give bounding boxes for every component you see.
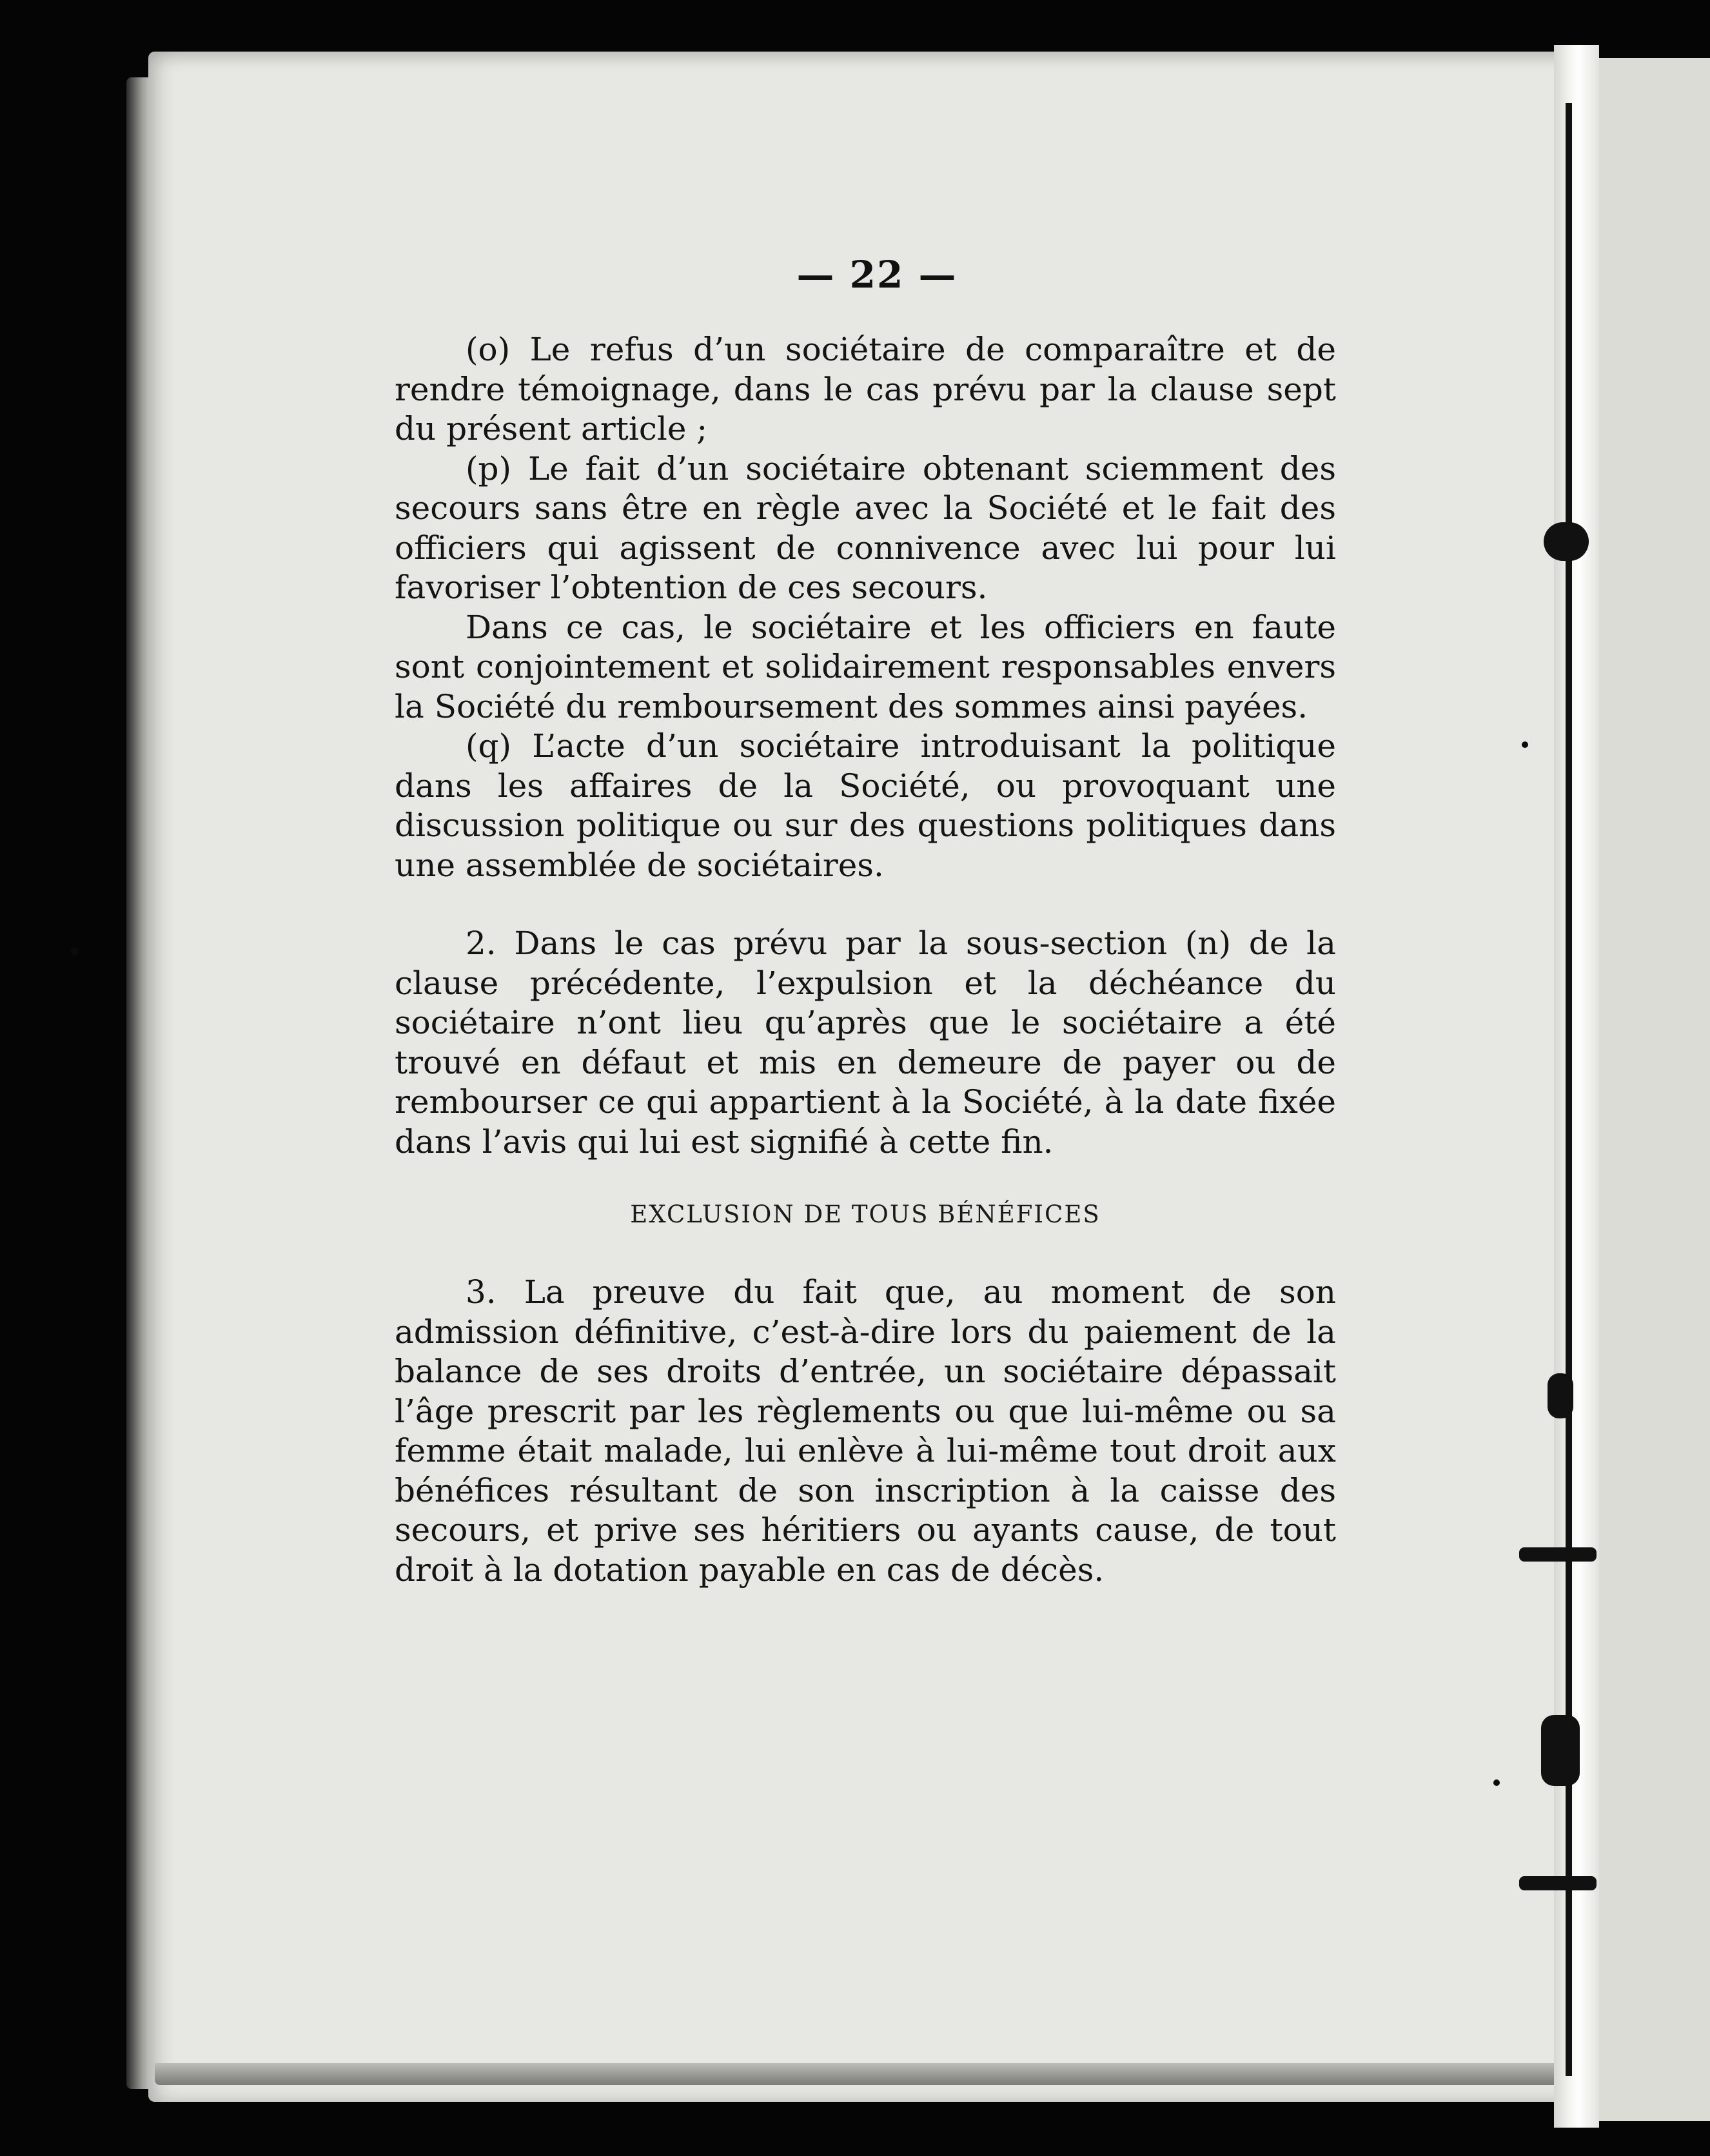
- binding-stitch: [1548, 1373, 1573, 1418]
- page-bottom-edge: [155, 2063, 1573, 2085]
- paragraph-p-continuation: Dans ce cas, le sociétaire et les officiers en faute sont conjointement et solidairement responsables envers la Société du remboursement des sommes ainsi payées.: [395, 608, 1336, 725]
- scan-speck: [1522, 741, 1528, 748]
- paragraph-o: (o) Le refus d’un sociétaire de comparaître et de rendre témoignage, dans le cas prévu par la clause sept du présent article ;: [395, 331, 1336, 447]
- paragraph-3: 3. La preuve du fait que, au moment de son admission définitive, c’est-à-dire lors du paiement de la balance de ses droits d’entrée, un sociétaire dépassait l’âge prescrit par les règlements ou que lui-même ou sa femme était malade, lui enlève à lui-même tout droit aux bénéfices résultant de son inscription à la caisse des secours, et prive ses héritiers ou ayants cause, de tout droit à la dotation payable en cas de décès.: [395, 1273, 1336, 1589]
- binding-stitch: [1519, 1876, 1597, 1890]
- binding-stitch: [1544, 522, 1589, 561]
- scan-speck: [1493, 1779, 1500, 1786]
- section-heading: EXCLUSION DE TOUS BÉNÉFICES: [630, 1200, 1101, 1228]
- page-body: [395, 330, 1336, 1590]
- facing-page-edge: [1599, 58, 1710, 2121]
- paragraph-spacer: [395, 885, 1336, 924]
- paragraph-2: 2. Dans le cas prévu par la sous-section (n) de la clause précédente, l’expulsion et la déchéance du sociétaire n’ont lieu qu’après que le sociétaire a été trouvé en défaut et mis en demeure de payer ou de rembourser ce qui appartient à la Société, à la date fixée dans l’avis qui lui est signifié à cette fin.: [395, 925, 1336, 1161]
- binding-stitch: [1541, 1715, 1580, 1786]
- book-binding: [1554, 45, 1599, 2128]
- paragraph-q: (q) L’acte d’un sociétaire introduisant la politique dans les affaires de la Société, ou provoquant une discussion politique ou sur des questions politiques dans une assemblée de sociétaires.: [395, 727, 1336, 884]
- binding-stitch: [1519, 1547, 1597, 1562]
- scan-speck: [71, 948, 79, 956]
- page-number: — 22 —: [796, 253, 958, 297]
- paragraph-p: (p) Le fait d’un sociétaire obtenant sciemment des secours sans être en règle avec la Société et le fait des officiers qui agissent de connivence avec lui pour lui favoriser l’obtention de ces secours.: [395, 449, 1336, 606]
